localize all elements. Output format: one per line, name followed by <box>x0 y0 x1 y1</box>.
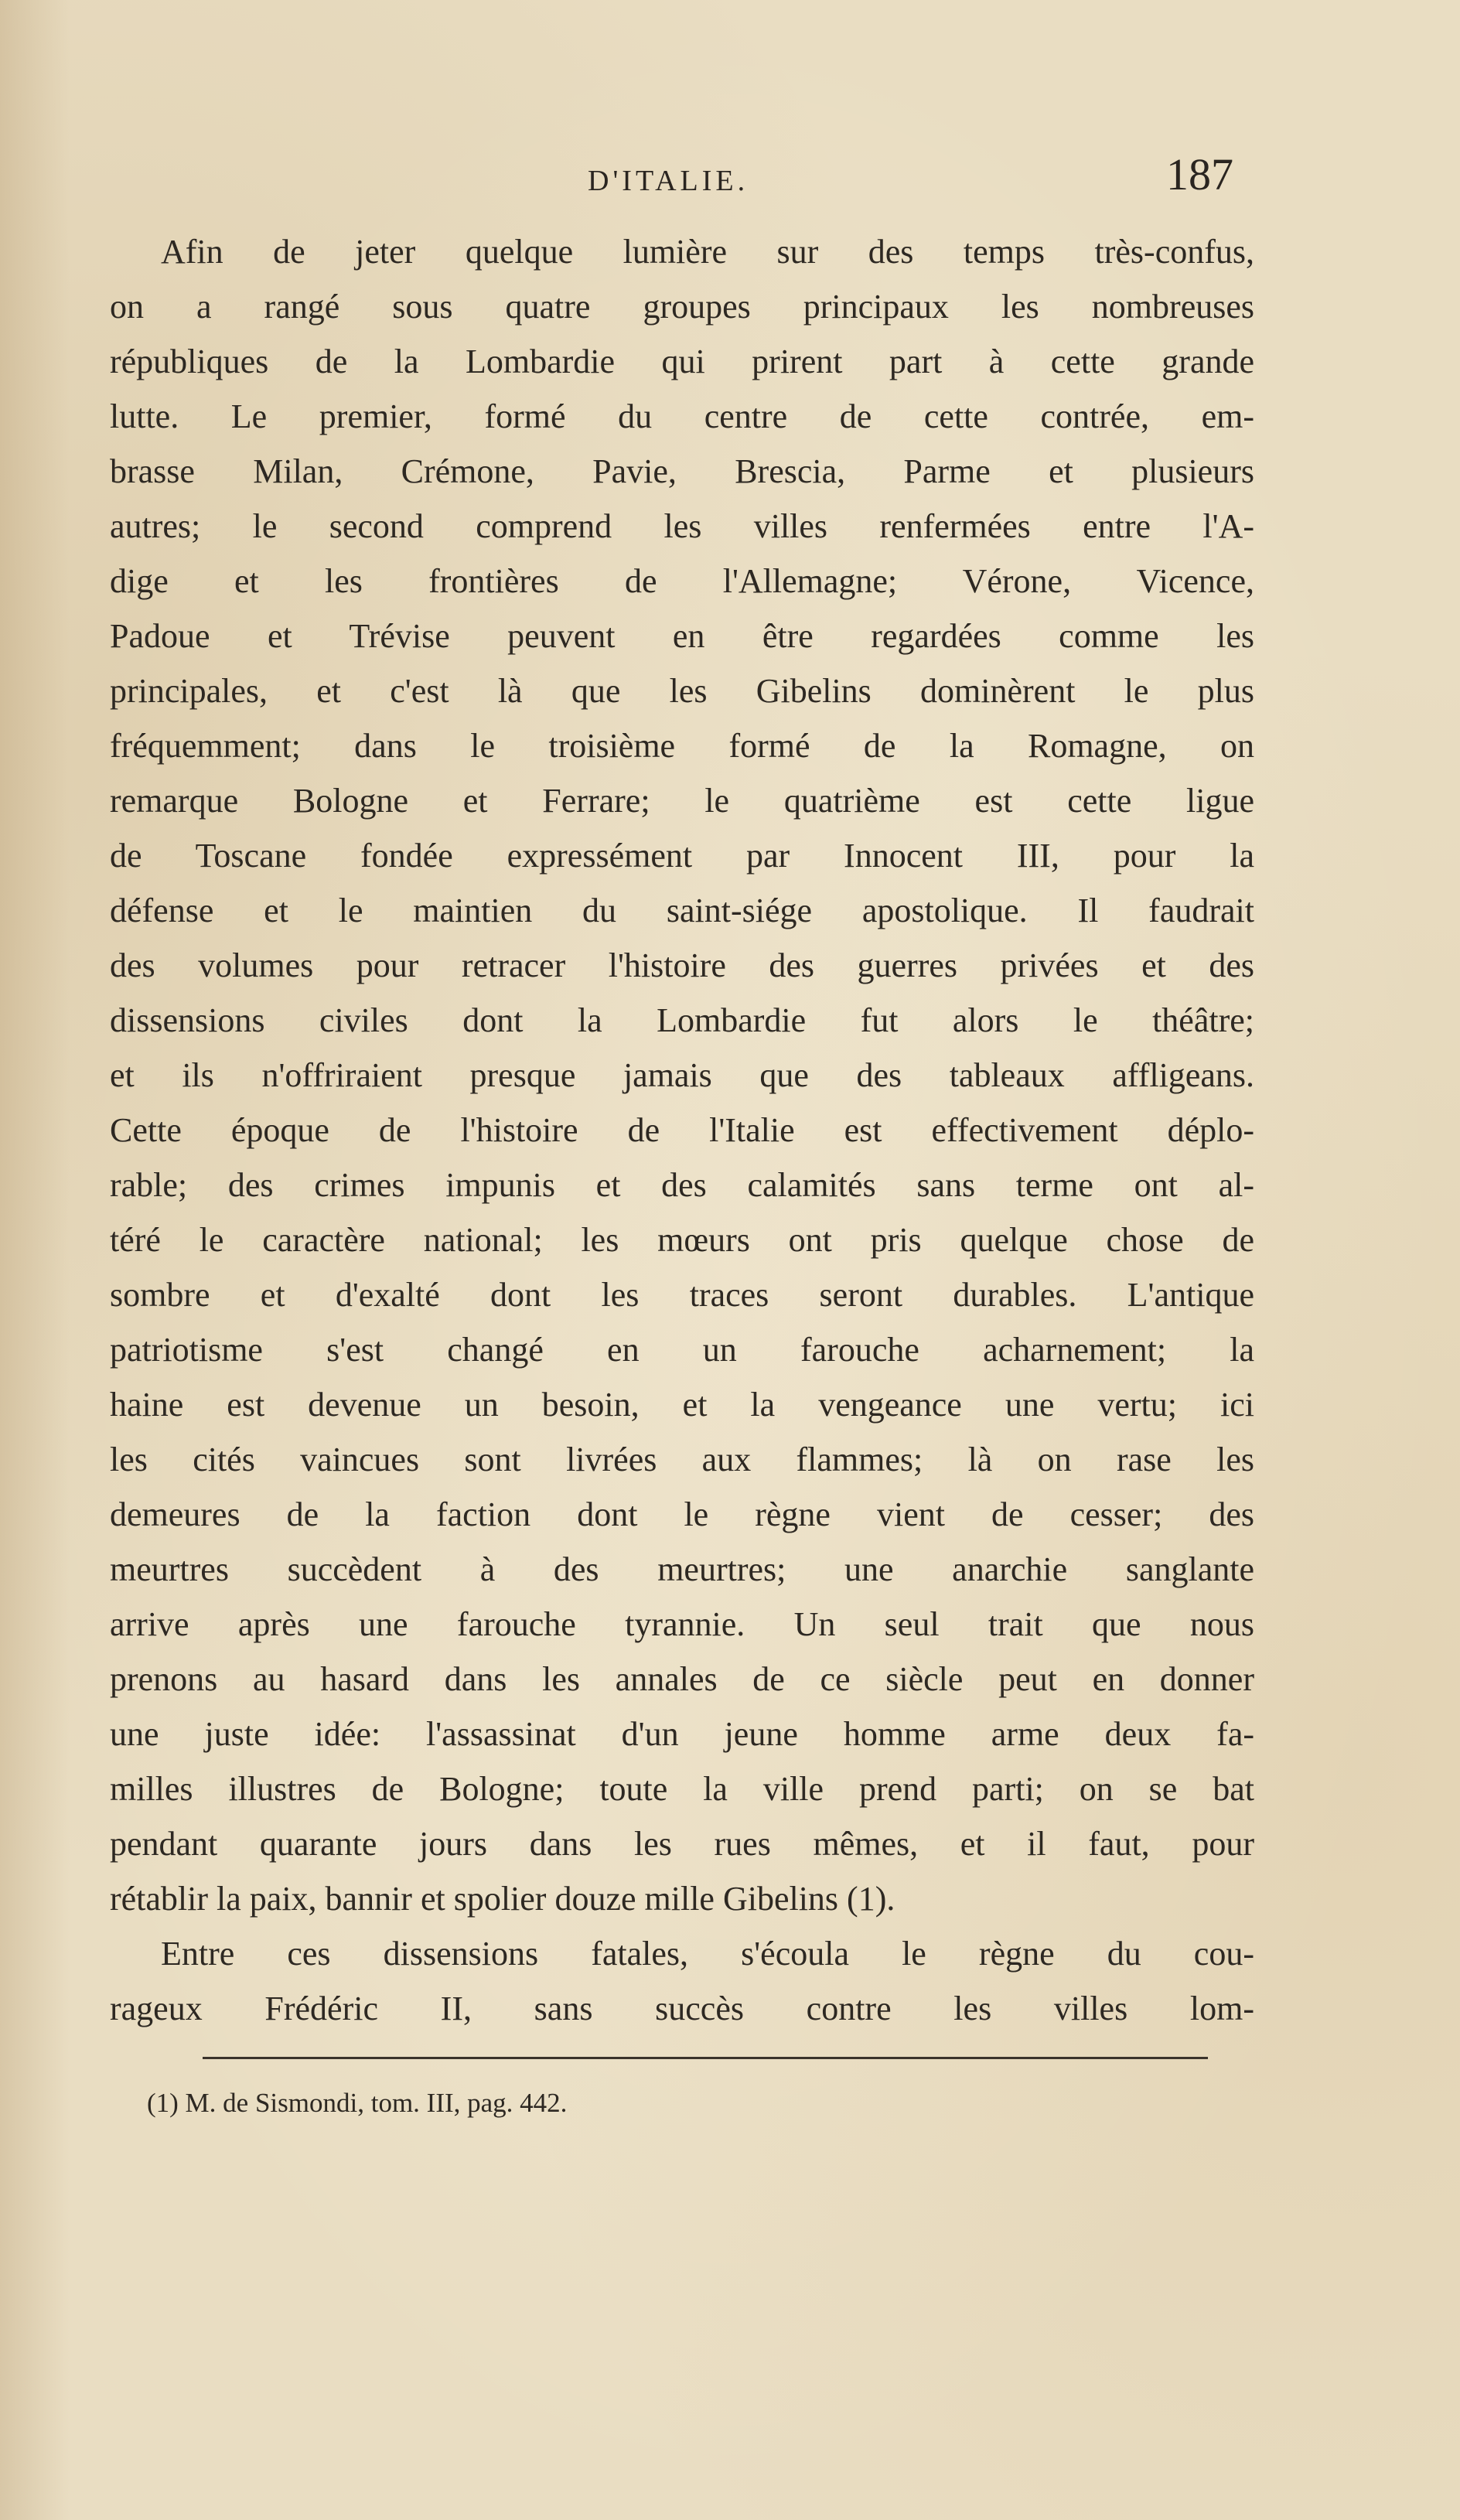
text-line: une juste idée: l'assassinat d'un jeune homme arme deux fa- <box>110 1715 1254 1753</box>
footnote-rule <box>203 2057 1208 2059</box>
text-line: autres; le second comprend les villes renfermées entre l'A- <box>110 507 1254 545</box>
text-line: fréquemment; dans le troisième formé de la Romagne, on <box>110 727 1254 765</box>
text-line: rageux Frédéric II, sans succès contre les villes lom- <box>110 1990 1254 2027</box>
text-line: rable; des crimes impunis et des calamités sans terme ont al- <box>110 1166 1254 1204</box>
page-number: 187 <box>1166 149 1233 199</box>
text-line: prenons au hasard dans les annales de ce siècle peut en donner <box>110 1660 1254 1698</box>
text-line: téré le caractère national; les mœurs ont pris quelque chose de <box>110 1221 1254 1259</box>
text-line: pendant quarante jours dans les rues mêmes, et il faut, pour <box>110 1825 1254 1863</box>
text-line: Padoue et Trévise peuvent en être regardées comme les <box>110 617 1254 655</box>
text-line: milles illustres de Bologne; toute la ville prend parti; on se bat <box>110 1770 1254 1808</box>
text-line: rétablir la paix, bannir et spolier douze mille Gibelins (1). <box>110 1880 895 1918</box>
text-line: principales, et c'est là que les Gibelins dominèrent le plus <box>110 672 1254 710</box>
text-line: et ils n'offriraient presque jamais que des tableaux affligeans. <box>110 1056 1254 1094</box>
footnote: (1) M. de Sismondi, tom. III, pag. 442. <box>147 2088 568 2118</box>
text-line: Entre ces dissensions fatales, s'écoula le règne du cou- <box>161 1935 1254 1973</box>
text-line: sombre et d'exalté dont les traces seront durables. L'antique <box>110 1276 1254 1314</box>
text-line: haine est devenue un besoin, et la vengeance une vertu; ici <box>110 1386 1254 1424</box>
text-line: Cette époque de l'histoire de l'Italie est effectivement déplo- <box>110 1111 1254 1149</box>
text-line: défense et le maintien du saint-siége apostolique. Il faudrait <box>110 892 1254 929</box>
text-line: demeures de la faction dont le règne vient de cesser; des <box>110 1495 1254 1533</box>
text-line: des volumes pour retracer l'histoire des guerres privées et des <box>110 946 1254 984</box>
text-line: de Toscane fondée expressément par Innocent III, pour la <box>110 837 1254 875</box>
text-line: arrive après une farouche tyrannie. Un seul trait que nous <box>110 1605 1254 1643</box>
text-line: on a rangé sous quatre groupes principaux les nombreuses <box>110 288 1254 326</box>
paper-edge-stain <box>0 0 70 2520</box>
text-line: brasse Milan, Crémone, Pavie, Brescia, Parme et plusieurs <box>110 452 1254 490</box>
text-line: Afin de jeter quelque lumière sur des temps très-confus, <box>161 233 1254 271</box>
text-line: les cités vaincues sont livrées aux flammes; là on rase les <box>110 1441 1254 1478</box>
text-line: patriotisme s'est changé en un farouche acharnement; la <box>110 1331 1254 1369</box>
text-line: dige et les frontières de l'Allemagne; Vérone, Vicence, <box>110 562 1254 600</box>
text-line: remarque Bologne et Ferrare; le quatrième est cette ligue <box>110 782 1254 820</box>
body-text <box>110 224 1254 2036</box>
running-head: D'ITALIE. <box>588 165 749 197</box>
text-line: meurtres succèdent à des meurtres; une anarchie sanglante <box>110 1550 1254 1588</box>
text-line: lutte. Le premier, formé du centre de cette contrée, em- <box>110 397 1254 435</box>
text-line: républiques de la Lombardie qui prirent part à cette grande <box>110 343 1254 380</box>
text-line: dissensions civiles dont la Lombardie fut alors le théâtre; <box>110 1001 1254 1039</box>
